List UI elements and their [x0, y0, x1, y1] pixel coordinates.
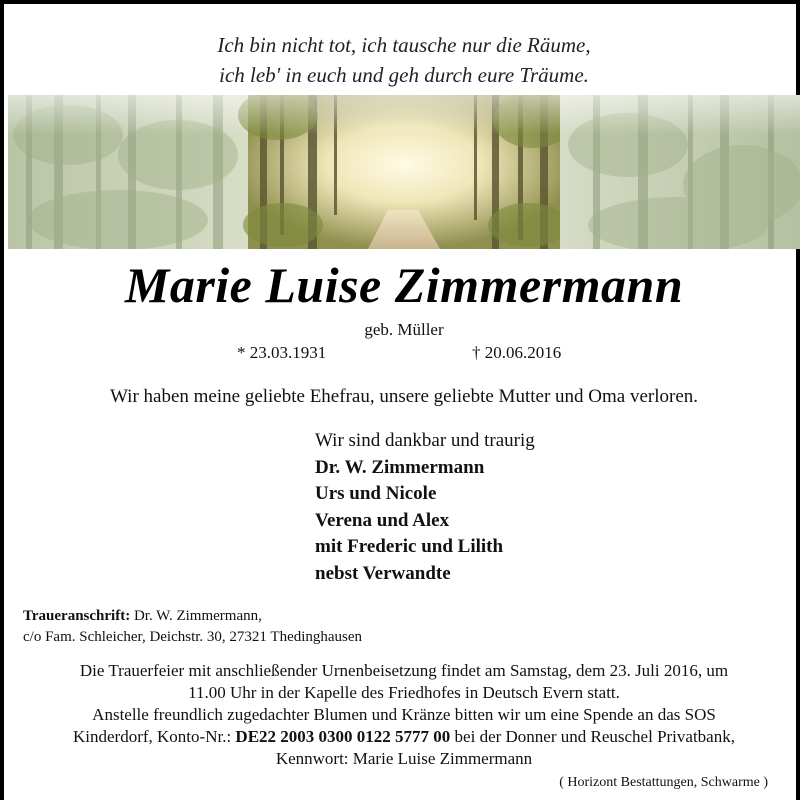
maiden-name: geb. Müller: [364, 320, 444, 339]
address-line: [23, 606, 362, 627]
mourner-name: mit Frederic und Lilith: [315, 536, 504, 557]
mourner-name: Urs und Nicole: [315, 483, 437, 504]
mourning-address: [23, 606, 362, 648]
poem: [4, 30, 800, 90]
service-line: [4, 726, 800, 748]
death-date: † 20.06.2016: [472, 343, 562, 362]
service-line: 11.00 Uhr in der Kapelle des Friedhofes in Deutsch Evern statt.: [188, 683, 620, 702]
forest-path-image: [8, 95, 800, 249]
deceased-name: Marie Luise Zimmermann: [124, 257, 684, 313]
mourner-name: Dr. W. Zimmermann: [315, 456, 485, 478]
donation-iban: DE22 2003 0300 0122 5777 00: [235, 727, 451, 746]
address-label: Traueranschrift:: [23, 608, 131, 624]
mourner-name: Verena und Alex: [315, 509, 450, 531]
service-line: Anstelle freundlich zugedachter Blumen und Kränze bitten wir um eine Spende an das SOS: [92, 705, 716, 724]
donation-bank: bei der Donner und Reuschel Privatbank,: [450, 727, 735, 746]
service-line: Die Trauerfeier mit anschließender Urnenbeisetzung findet am Samstag, dem 23. Juli 2016, um: [79, 661, 729, 680]
mourner-name: nebst Verwandte: [315, 562, 451, 584]
birth-date: * 23.03.1931: [237, 343, 327, 362]
address-name: Dr. W. Zimmermann,: [133, 608, 262, 624]
poem-line: Ich bin nicht tot, ich tausche nur die Räume,: [217, 33, 591, 57]
loss-message: Wir haben meine geliebte Ehefrau, unsere geliebte Mutter und Oma verloren.: [110, 386, 698, 407]
service-line: Kennwort: Marie Luise Zimmermann: [275, 749, 533, 768]
donation-prefix: Kinderdorf, Konto-Nr.:: [73, 727, 236, 746]
mourners-list: [315, 428, 535, 587]
poem-line: ich leb' in euch und geh durch eure Träume.: [219, 63, 589, 87]
mourners-intro: Wir sind dankbar und traurig: [315, 430, 535, 451]
address-line: c/o Fam. Schleicher, Deichstr. 30, 27321 Thedinghausen: [23, 629, 363, 645]
undertaker-credit: ( Horizont Bestattungen, Schwarme ): [559, 775, 768, 790]
service-info: [4, 660, 800, 770]
